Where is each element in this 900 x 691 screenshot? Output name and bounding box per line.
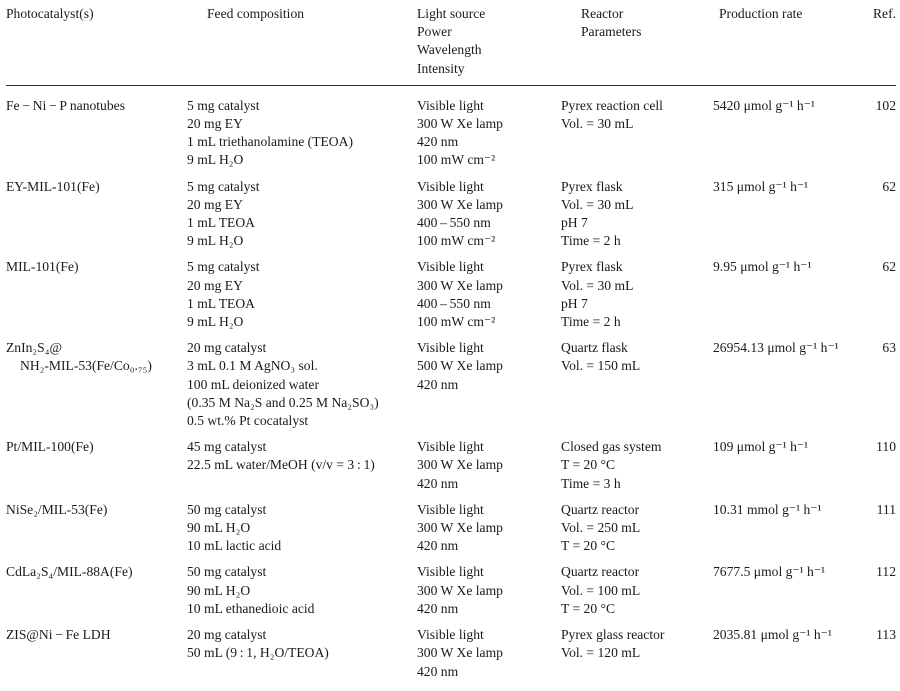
cell-light <box>417 563 561 626</box>
catalyst-name: EY-MIL-101(Fe) <box>6 178 100 194</box>
catalyst-name: Fe − Ni − P nanotubes <box>6 97 125 113</box>
cell-feed-line: 9 mL H₂O <box>187 152 244 168</box>
cell-light-line: 420 nm <box>417 538 459 554</box>
cell-light <box>417 85 561 177</box>
cell-feed-line: 50 mg catalyst <box>187 501 267 517</box>
cell-light-line: Visible light <box>417 178 484 194</box>
cell-reactor-line: Vol. = 150 mL <box>561 358 641 374</box>
cell-feed-line: 9 mL H₂O <box>187 233 244 249</box>
cell-photocatalyst <box>6 85 186 177</box>
cell-reactor <box>561 178 713 259</box>
cell-feed-line: 9 mL H₂O <box>187 314 244 330</box>
table-row <box>6 258 896 339</box>
cell-reactor-line: Vol. = 30 mL <box>561 116 634 132</box>
header-reactor <box>561 0 713 85</box>
cell-light-line: Visible light <box>417 501 484 517</box>
cell-production-rate <box>713 438 865 501</box>
cell-ref: 62 <box>882 259 896 275</box>
cell-light-line: Visible light <box>417 439 484 455</box>
cell-light <box>417 501 561 564</box>
cell-light-line: 500 W Xe lamp <box>417 358 503 374</box>
table-row <box>6 178 896 259</box>
cell-feed-line: 20 mg EY <box>187 196 243 212</box>
cell-light <box>417 339 561 438</box>
cell-ref: 113 <box>876 627 896 643</box>
catalyst-name: NiSe₂/MIL-53(Fe) <box>6 501 108 517</box>
cell-light-line: 300 W Xe lamp <box>417 582 503 598</box>
cell-light-line: 300 W Xe lamp <box>417 277 503 293</box>
catalyst-line: NH₂-MIL-53(Fe/Co₀.₇₅) <box>20 358 152 374</box>
cell-feed-line: (0.35 M Na₂S and 0.25 M Na₂SO₃) <box>187 394 379 410</box>
cell-ref: 63 <box>882 340 896 356</box>
catalyst-line: ZnIn₂S₄@ <box>6 340 62 356</box>
production-rate-value: 7677.5 μmol g⁻¹ h⁻¹ <box>713 564 826 580</box>
production-rate-value: 5420 μmol g⁻¹ h⁻¹ <box>713 97 815 113</box>
cell-production-rate <box>713 258 865 339</box>
cell-reactor-line: Time = 2 h <box>561 233 621 249</box>
cell-reactor-line: Vol. = 250 mL <box>561 520 641 536</box>
production-rate-value: 10.31 mmol g⁻¹ h⁻¹ <box>713 501 822 517</box>
cell-reactor <box>561 626 713 689</box>
production-rate-value: 109 μmol g⁻¹ h⁻¹ <box>713 439 809 455</box>
table-row <box>6 626 896 689</box>
header-light-source <box>417 0 561 85</box>
cell-reactor <box>561 501 713 564</box>
cell-photocatalyst <box>6 501 186 564</box>
catalyst-name: MIL-101(Fe) <box>6 259 79 275</box>
catalyst-name: ZIS@Ni − Fe LDH <box>6 627 111 643</box>
cell-reactor-line: Vol. = 120 mL <box>561 645 641 661</box>
cell-ref: 102 <box>875 97 896 113</box>
cell-photocatalyst <box>6 438 186 501</box>
cell-reactor-line: T = 20 °C <box>561 538 616 554</box>
cell-light-line: 100 mW cm⁻² <box>417 152 496 168</box>
cell-feed <box>186 626 417 689</box>
cell-reactor-line: T = 20 °C <box>561 600 616 616</box>
table-row <box>6 563 896 626</box>
cell-feed <box>186 339 417 438</box>
production-rate-value: 9.95 μmol g⁻¹ h⁻¹ <box>713 259 812 275</box>
production-rate-value: 315 μmol g⁻¹ h⁻¹ <box>713 178 809 194</box>
header-photocatalyst: Photocatalyst(s) <box>6 0 186 85</box>
table-row <box>6 501 896 564</box>
header-light-line: Light source <box>417 6 486 21</box>
cell-feed-line: 10 mL ethanedioic acid <box>187 600 315 616</box>
header-reactor-line: Parameters <box>581 24 642 40</box>
cell-light-line: 300 W Xe lamp <box>417 196 503 212</box>
cell-light-line: 420 nm <box>417 475 459 491</box>
cell-feed-line: 22.5 mL water/MeOH (v/v = 3 : 1) <box>187 457 375 473</box>
cell-feed-line: 50 mg catalyst <box>187 564 267 580</box>
cell-feed-line: 20 mg catalyst <box>187 340 267 356</box>
table-row <box>6 339 896 438</box>
cell-feed-line: 90 mL H₂O <box>187 582 251 598</box>
cell-feed-line: 1 mL TEOA <box>187 215 255 231</box>
production-rate-value: 2035.81 μmol g⁻¹ h⁻¹ <box>713 627 832 643</box>
cell-reactor <box>561 563 713 626</box>
cell-reactor <box>561 258 713 339</box>
cell-feed <box>186 178 417 259</box>
table-body <box>6 85 896 688</box>
production-rate-value: 26954.13 μmol g⁻¹ h⁻¹ <box>713 340 839 356</box>
cell-reactor <box>561 339 713 438</box>
header-light-line: Wavelength <box>417 42 482 58</box>
cell-feed <box>186 563 417 626</box>
cell-light-line: 420 nm <box>417 663 459 679</box>
cell-ref: 62 <box>882 178 896 194</box>
header-feed-composition: Feed composition <box>186 0 417 85</box>
cell-feed <box>186 258 417 339</box>
cell-feed-line: 5 mg catalyst <box>187 178 260 194</box>
cell-production-rate <box>713 563 865 626</box>
cell-photocatalyst <box>6 563 186 626</box>
cell-production-rate <box>713 85 865 177</box>
cell-light-line: 300 W Xe lamp <box>417 520 503 536</box>
header-production-rate: Production rate <box>713 0 865 85</box>
photocatalyst-table <box>6 0 896 689</box>
cell-feed-line: 5 mg catalyst <box>187 259 260 275</box>
cell-photocatalyst <box>6 339 186 438</box>
cell-light-line: Visible light <box>417 259 484 275</box>
cell-reactor-line: Pyrex flask <box>561 178 623 194</box>
table-header <box>6 0 896 85</box>
catalyst-name: Pt/MIL-100(Fe) <box>6 439 94 455</box>
cell-reactor-line: Vol. = 30 mL <box>561 277 634 293</box>
cell-light-line: 300 W Xe lamp <box>417 457 503 473</box>
header-light-line: Intensity <box>417 60 465 76</box>
cell-light <box>417 438 561 501</box>
cell-feed-line: 5 mg catalyst <box>187 97 260 113</box>
cell-light <box>417 626 561 689</box>
cell-feed <box>186 438 417 501</box>
cell-light-line: 400 – 550 nm <box>417 295 491 311</box>
cell-reactor-line: Vol. = 30 mL <box>561 196 634 212</box>
cell-photocatalyst <box>6 626 186 689</box>
cell-light-line: 420 nm <box>417 376 459 392</box>
cell-feed-line: 10 mL lactic acid <box>187 538 282 554</box>
cell-reactor-line: Pyrex glass reactor <box>561 627 665 643</box>
cell-feed-line: 1 mL triethanolamine (TEOA) <box>187 134 353 150</box>
cell-light-line: Visible light <box>417 564 484 580</box>
cell-reactor-line: Pyrex flask <box>561 259 623 275</box>
cell-feed-line: 20 mg EY <box>187 116 243 132</box>
cell-feed-line: 50 mL (9 : 1, H₂O/TEOA) <box>187 645 329 661</box>
cell-ref: 110 <box>876 439 896 455</box>
cell-feed <box>186 501 417 564</box>
cell-light-line: Visible light <box>417 340 484 356</box>
cell-feed-line: 0.5 wt.% Pt cocatalyst <box>187 413 309 429</box>
header-light-line: Power <box>417 24 452 40</box>
cell-light-line: 300 W Xe lamp <box>417 116 503 132</box>
cell-production-rate <box>713 178 865 259</box>
cell-feed-line: 100 mL deionized water <box>187 376 319 392</box>
cell-reactor-line: Pyrex reaction cell <box>561 97 663 113</box>
cell-light-line: 400 – 550 nm <box>417 215 491 231</box>
cell-feed-line: 45 mg catalyst <box>187 439 267 455</box>
cell-light-line: 300 W Xe lamp <box>417 645 503 661</box>
cell-photocatalyst <box>6 258 186 339</box>
cell-light-line: Visible light <box>417 97 484 113</box>
cell-production-rate <box>713 339 865 438</box>
cell-ref: 112 <box>876 564 896 580</box>
cell-light-line: 420 nm <box>417 134 459 150</box>
cell-production-rate <box>713 501 865 564</box>
cell-reactor <box>561 85 713 177</box>
cell-reactor-line: Quartz reactor <box>561 564 640 580</box>
cell-photocatalyst <box>6 178 186 259</box>
cell-reactor-line: Time = 2 h <box>561 314 621 330</box>
cell-light-line: 100 mW cm⁻² <box>417 314 496 330</box>
cell-light-line: 100 mW cm⁻² <box>417 233 496 249</box>
cell-light <box>417 258 561 339</box>
cell-light-line: Visible light <box>417 627 484 643</box>
cell-reactor <box>561 438 713 501</box>
catalyst-name: CdLa₂S₄/MIL-88A(Fe) <box>6 564 133 580</box>
cell-production-rate <box>713 626 865 689</box>
header-reactor-line: Reactor <box>581 6 624 21</box>
table-row <box>6 438 896 501</box>
cell-feed-line: 1 mL TEOA <box>187 295 255 311</box>
cell-feed <box>186 85 417 177</box>
cell-feed-line: 90 mL H₂O <box>187 520 251 536</box>
cell-reactor-line: pH 7 <box>561 215 588 231</box>
cell-ref: 111 <box>876 501 896 517</box>
cell-reactor-line: Closed gas system <box>561 439 662 455</box>
cell-feed-line: 3 mL 0.1 M AgNO₃ sol. <box>187 358 318 374</box>
cell-reactor-line: Quartz flask <box>561 340 628 356</box>
cell-reactor-line: Time = 3 h <box>561 475 621 491</box>
cell-light-line: 420 nm <box>417 600 459 616</box>
cell-reactor-line: Quartz reactor <box>561 501 640 517</box>
header-ref: Ref. <box>865 0 896 85</box>
cell-reactor-line: pH 7 <box>561 295 588 311</box>
table-row <box>6 85 896 177</box>
cell-feed-line: 20 mg catalyst <box>187 627 267 643</box>
cell-reactor-line: T = 20 °C <box>561 457 616 473</box>
cell-feed-line: 20 mg EY <box>187 277 243 293</box>
cell-light <box>417 178 561 259</box>
cell-reactor-line: Vol. = 100 mL <box>561 582 641 598</box>
